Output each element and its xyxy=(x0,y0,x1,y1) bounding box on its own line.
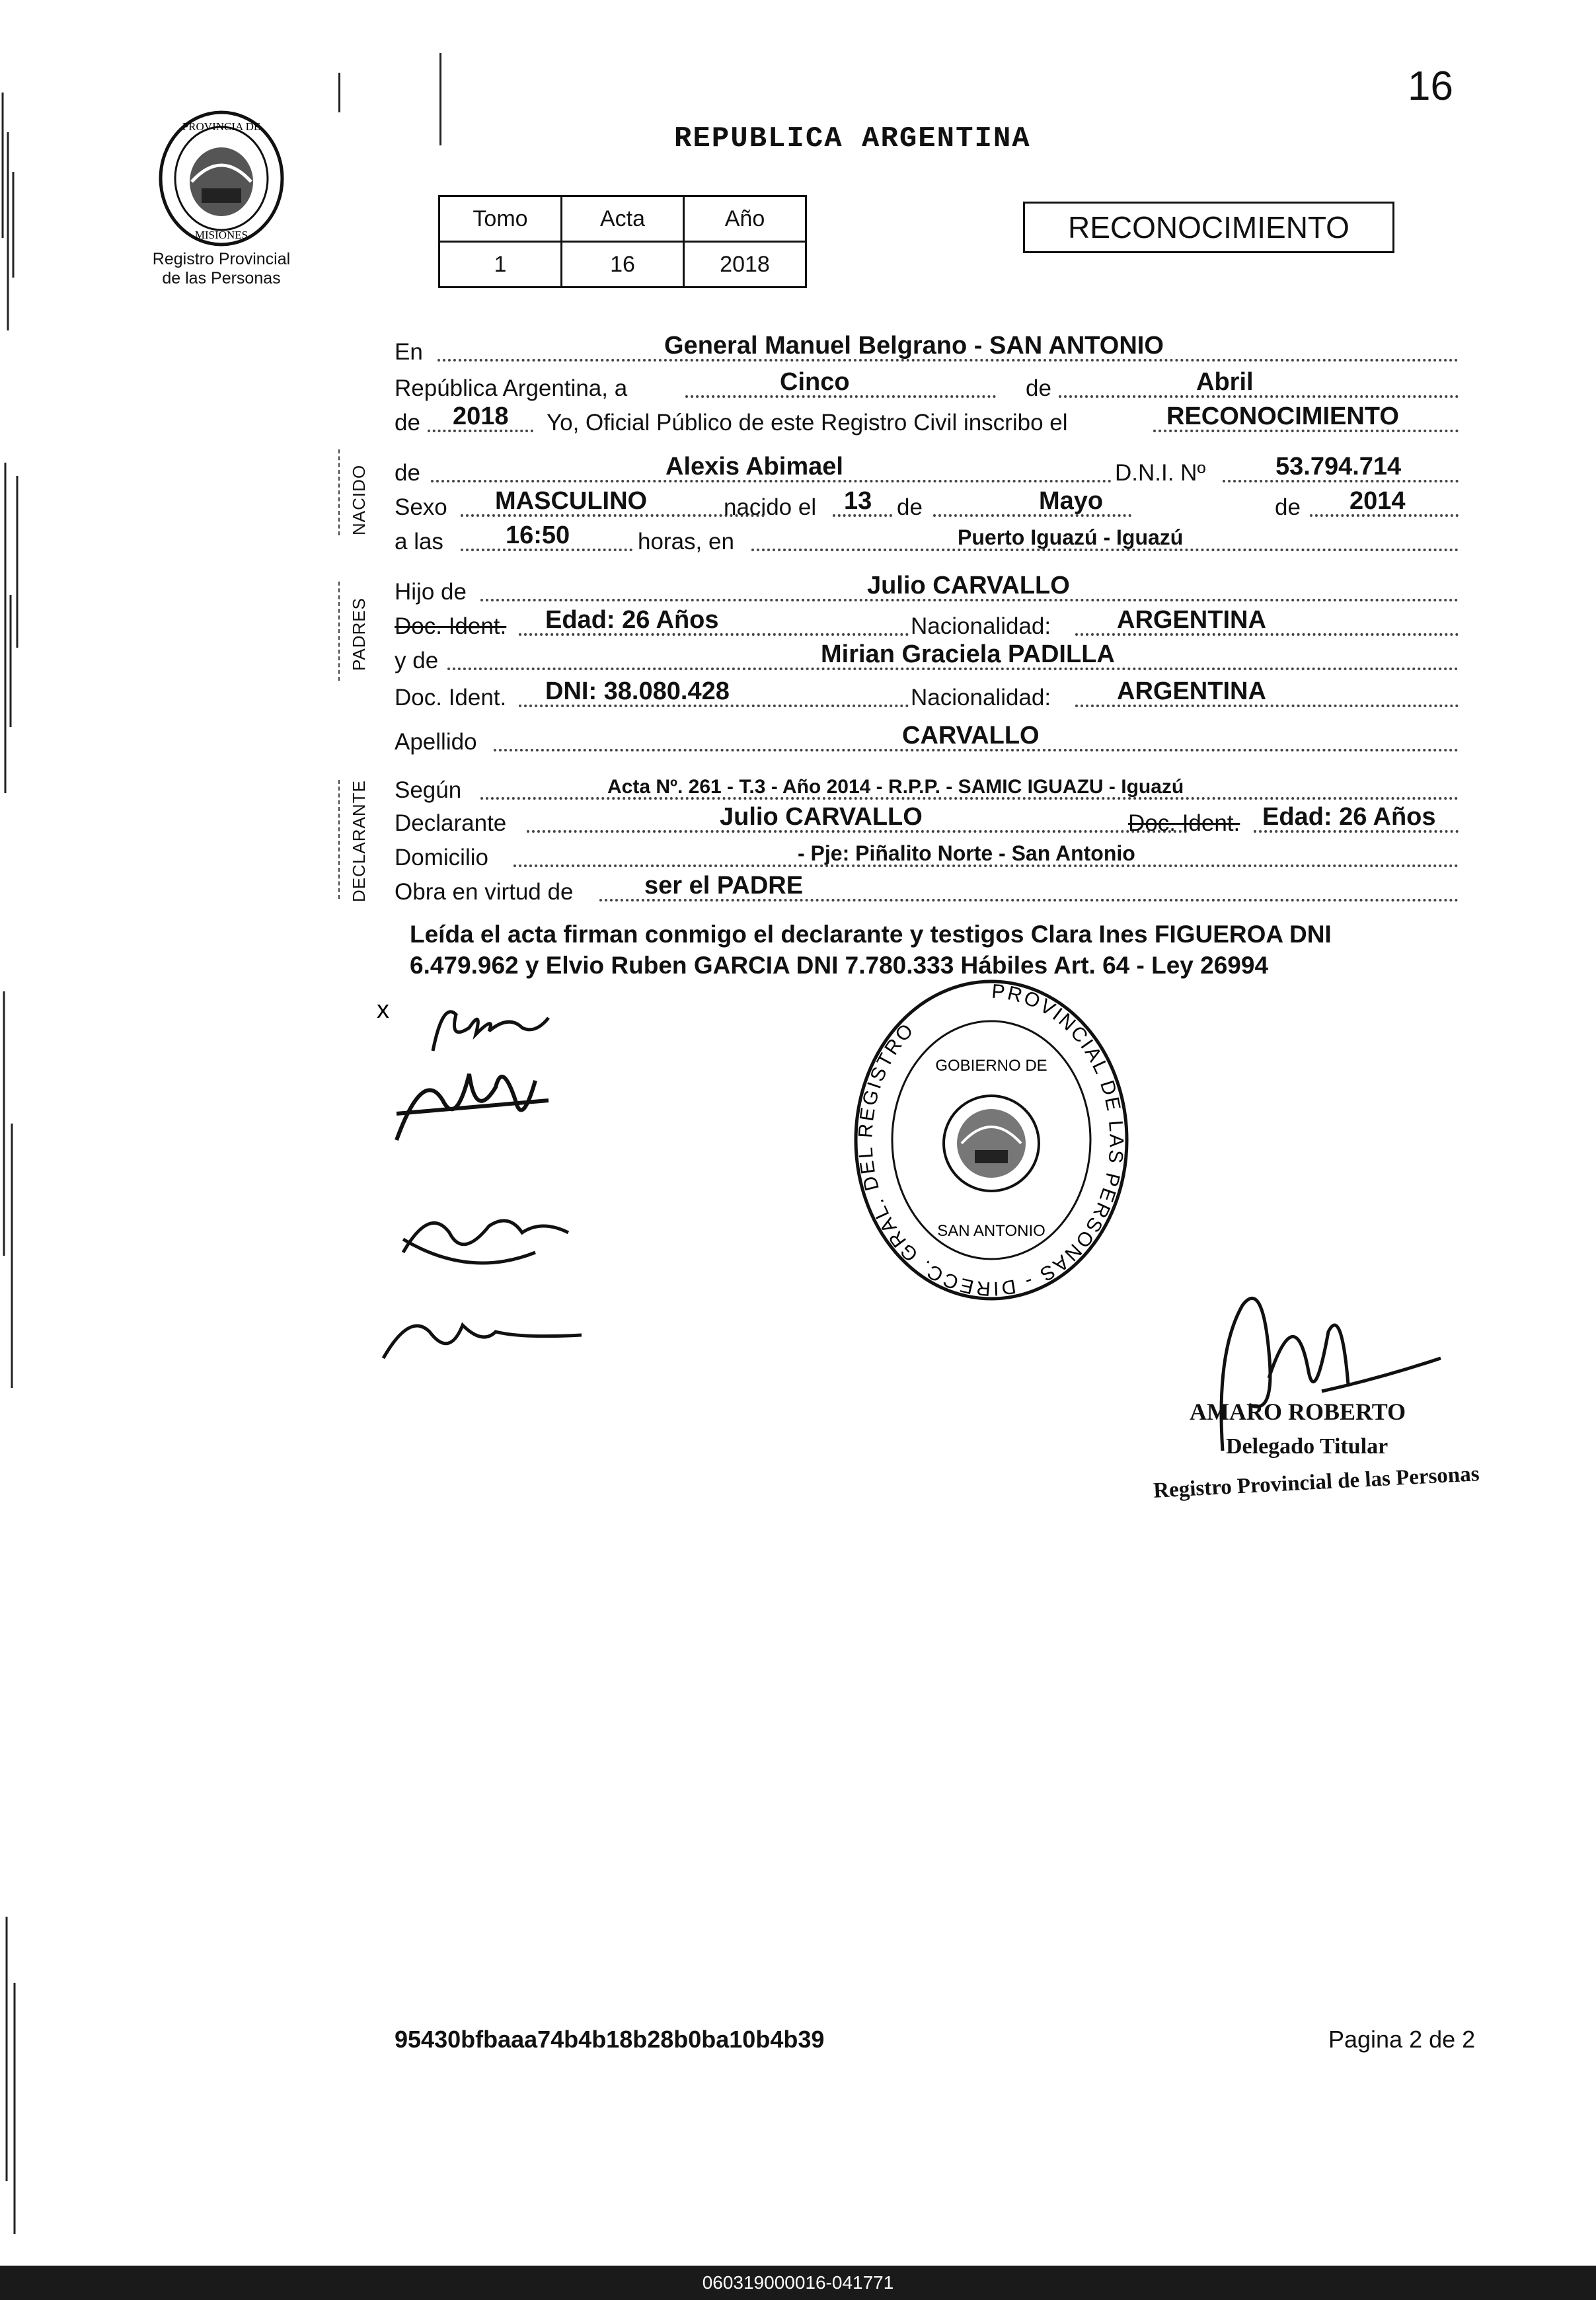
svg-text:PROVINCIAL DE LAS PERSONAS - D: PROVINCIAL DE LAS PERSONAS - DIRECC. GRAL. DEL REGISTRO xyxy=(855,980,1127,1300)
emblem-top-text: PROVINCIA DE xyxy=(182,120,261,133)
registry-table xyxy=(438,195,807,288)
form-row-apellido: Apellido CARVALLO xyxy=(395,724,1459,757)
emblem-bottom-text: MISIONES xyxy=(194,229,248,241)
act-value: RECONOCIMIENTO xyxy=(1166,402,1399,430)
mother-doc-value: DNI: 38.080.428 xyxy=(545,677,730,705)
signature-mark: x xyxy=(377,996,389,1024)
form-row-date: República Argentina, a Cinco de Abril xyxy=(395,370,1459,403)
form-row-segun: Según Acta Nº. 261 - T.3 - Año 2014 - R.P.P. - SAMIC IGUAZU - Iguazú xyxy=(395,772,1459,805)
acta-value: 16 xyxy=(562,242,684,288)
form-row-domicilio: Domicilio - Pje: Piñalito Norte - San Antonio xyxy=(395,839,1459,872)
form-row-father: Hijo de Julio CARVALLO xyxy=(395,574,1459,607)
obra-value: ser el PADRE xyxy=(644,872,804,900)
sexo-value: MASCULINO xyxy=(495,487,648,515)
page-number: 16 xyxy=(1408,63,1453,109)
signatures-witnesses xyxy=(370,988,608,1391)
official-seal-icon xyxy=(846,972,1137,1309)
svg-text:SAN ANTONIO: SAN ANTONIO xyxy=(937,1222,1045,1240)
form-row-year: de 2018 Yo, Oficial Público de este Registro Civil inscribo el RECONOCIMIENTO xyxy=(395,404,1459,438)
birth-day-value: 13 xyxy=(844,487,872,515)
child-name-value: Alexis Abimael xyxy=(665,453,843,480)
form-row-en: En General Manuel Belgrano - SAN ANTONIO xyxy=(395,334,1459,367)
father-nationality-value: ARGENTINA xyxy=(1117,606,1266,634)
pagination: Pagina 2 de 2 xyxy=(1328,2026,1476,2053)
province-emblem-icon xyxy=(155,109,287,248)
form-row-obra: Obra en virtud de ser el PADRE xyxy=(395,874,1459,907)
father-name-value: Julio CARVALLO xyxy=(867,572,1070,599)
form-row-name: de Alexis Abimael D.N.I. Nº 53.794.714 xyxy=(395,455,1459,488)
table-header: Año xyxy=(684,196,806,242)
official-name: AMARO ROBERTO xyxy=(1190,1399,1406,1425)
child-dni-value: 53.794.714 xyxy=(1275,453,1402,480)
margin-line xyxy=(338,73,340,112)
logo-caption: Registro Provincial de las Personas xyxy=(152,250,291,288)
margin-line xyxy=(338,780,340,899)
document-hash: 95430bfbaaa74b4b18b28b0ba10b4b39 xyxy=(395,2026,825,2053)
mother-nationality-value: ARGENTINA xyxy=(1117,677,1266,705)
scan-edge-marks xyxy=(0,0,26,2260)
domicilio-value: - Pje: Piñalito Norte - San Antonio xyxy=(798,841,1135,865)
closing-statement: Leída el acta firman conmigo el declarante y testigos Clara Ines FIGUEROA DNI 6.479.962 y Elvio Ruben GARCIA DNI 7.780.333 Hábiles Art. 64 - Ley 26994 xyxy=(410,921,1332,979)
birth-time-value: 16:50 xyxy=(506,521,570,549)
form-row-time: a las 16:50 horas, en Puerto Iguazú - Iguazú xyxy=(395,523,1459,556)
form-row-mother: y de Mirian Graciela PADILLA xyxy=(395,642,1459,675)
apellido-value: CARVALLO xyxy=(902,722,1040,749)
document-title: REPUBLICA ARGENTINA xyxy=(674,122,1031,155)
side-label-nacido: NACIDO xyxy=(349,464,369,535)
form-row-doc2: Doc. Ident. DNI: 38.080.428 Nacionalidad: ARGENTINA xyxy=(395,679,1459,712)
table-header: Acta xyxy=(562,196,684,242)
birth-month-value: Mayo xyxy=(1039,487,1104,515)
birth-year-value: 2014 xyxy=(1349,487,1406,515)
official-registry: Registro Provincial de las Personas xyxy=(1153,1462,1480,1503)
side-label-padres: PADRES xyxy=(349,597,369,671)
margin-line xyxy=(338,582,340,681)
birth-place-value: Puerto Iguazú - Iguazú xyxy=(958,525,1184,549)
year-value: 2018 xyxy=(453,402,509,430)
form-row-sexo: Sexo MASCULINO nacido el 13 de Mayo de 2014 xyxy=(395,489,1459,522)
table-header: Tomo xyxy=(439,196,562,242)
tomo-value: 1 xyxy=(439,242,562,288)
form-row-declarante: Declarante Julio CARVALLO Doc. Ident. Edad: 26 Años xyxy=(395,805,1459,838)
father-doc-value: Edad: 26 Años xyxy=(545,606,719,634)
mother-name-value: Mirian Graciela PADILLA xyxy=(821,640,1115,668)
official-role: Delegado Titular xyxy=(1226,1434,1388,1459)
form-row-doc1: Doc. Ident. Edad: 26 Años Nacionalidad: ARGENTINA xyxy=(395,608,1459,641)
segun-value: Acta Nº. 261 - T.3 - Año 2014 - R.P.P. - SAMIC IGUAZU - Iguazú xyxy=(607,776,1184,798)
svg-text:GOBIERNO DE: GOBIERNO DE xyxy=(935,1057,1047,1075)
declarante-doc-value: Edad: 26 Años xyxy=(1262,803,1436,831)
act-type-box: RECONOCIMIENTO xyxy=(1023,202,1394,253)
month-value: Abril xyxy=(1196,368,1254,396)
day-value: Cinco xyxy=(780,368,850,396)
ano-value: 2018 xyxy=(684,242,806,288)
declarante-value: Julio CARVALLO xyxy=(720,803,923,831)
place-value: General Manuel Belgrano - SAN ANTONIO xyxy=(664,332,1164,360)
margin-line xyxy=(338,449,340,535)
margin-line xyxy=(439,53,441,145)
footer-code: 060319000016-041771 xyxy=(0,2266,1596,2300)
side-label-declarante: DECLARANTE xyxy=(349,780,369,902)
